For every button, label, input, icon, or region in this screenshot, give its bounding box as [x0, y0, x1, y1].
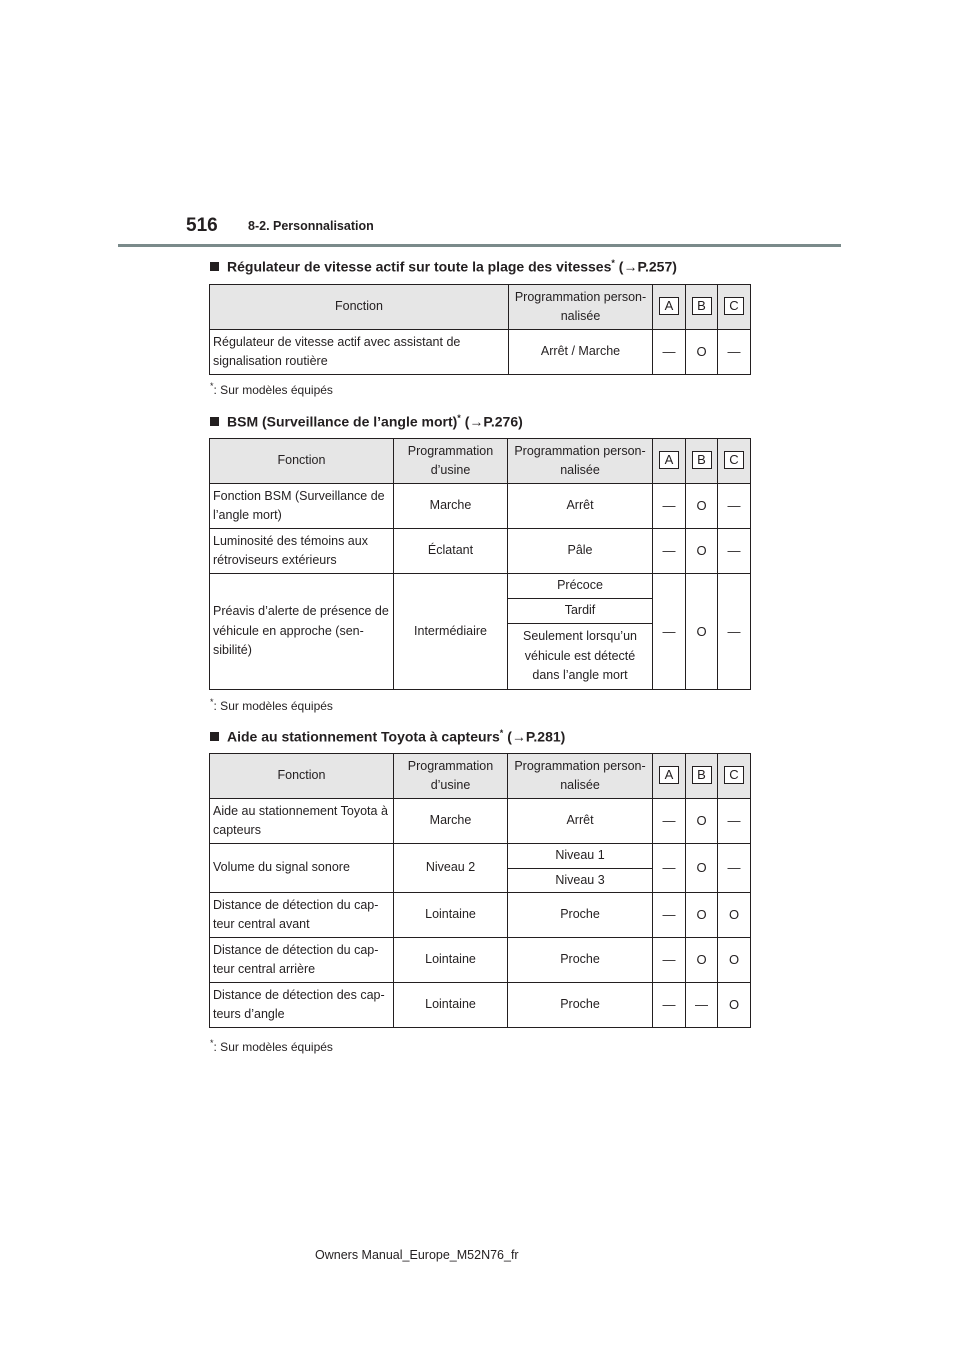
cell-fonction: Régulateur de vitesse actif avec assistant de signalisation routière: [210, 330, 509, 375]
col-header-usine: Programmation d’usine: [394, 439, 508, 484]
cell-fonction: Fonction BSM (Surveillance de l’angle mort): [210, 484, 394, 529]
col-header-b: B: [692, 766, 712, 784]
footnote-text: : Sur modèles équipés: [213, 1040, 333, 1054]
cell-a: —: [653, 330, 686, 375]
footnote-text: : Sur modèles équipés: [213, 699, 333, 713]
cell-usine: Lointaine: [394, 938, 508, 983]
cell-perso: Proche: [508, 893, 653, 938]
cell-perso: Arrêt: [508, 799, 653, 844]
col-header-a: A: [659, 766, 679, 784]
square-bullet-icon: [210, 417, 219, 426]
footnote-mark: *: [210, 1038, 214, 1048]
col-header-b: B: [692, 297, 712, 315]
cell-perso-option: Niveau 3: [508, 869, 653, 893]
cell-c: —: [718, 574, 751, 690]
cell-a: —: [653, 893, 686, 938]
footnote-mark: *: [499, 728, 504, 738]
footnote-mark: *: [210, 381, 214, 391]
cell-fonction: Préavis d’alerte de présence de véhicule en approche (sen-sibilité): [210, 574, 394, 690]
cell-b: O: [686, 844, 718, 893]
square-bullet-icon: [210, 732, 219, 741]
col-header-c: C: [724, 766, 744, 784]
col-header-fonction: Fonction: [210, 754, 394, 799]
footnote: [210, 1038, 333, 1054]
table-row: [210, 983, 751, 1028]
cell-perso-option: Précoce: [508, 574, 653, 599]
cell-c: O: [718, 938, 751, 983]
cell-c: —: [718, 529, 751, 574]
cell-c: O: [718, 983, 751, 1028]
footnote: [210, 697, 333, 713]
footnote-text: : Sur modèles équipés: [213, 383, 333, 397]
footnote-mark: *: [457, 413, 461, 423]
header-rule: [118, 244, 841, 247]
cell-fonction: Distance de détection des cap-teurs d’angle: [210, 983, 394, 1028]
cell-b: O: [686, 938, 718, 983]
heading-text: Régulateur de vitesse actif sur toute la plage des vitesses: [227, 258, 612, 275]
table-row: [210, 938, 751, 983]
cell-c: —: [718, 844, 751, 893]
square-bullet-icon: [210, 262, 219, 271]
cell-b: O: [686, 330, 718, 375]
cell-fonction: Distance de détection du cap-teur central avant: [210, 893, 394, 938]
footnote-mark: *: [611, 258, 615, 268]
col-header-fonction: Fonction: [210, 439, 394, 484]
col-header-b: B: [692, 451, 712, 469]
cell-perso: Arrêt / Marche: [509, 330, 653, 375]
cell-perso: Arrêt: [508, 484, 653, 529]
col-header-c: C: [724, 297, 744, 315]
cell-perso: Proche: [508, 938, 653, 983]
cell-b: O: [686, 799, 718, 844]
cell-fonction: Luminosité des témoins aux rétroviseurs extérieurs: [210, 529, 394, 574]
cell-fonction: Distance de détection du cap-teur central arrière: [210, 938, 394, 983]
cell-perso: Proche: [508, 983, 653, 1028]
cell-c: —: [718, 484, 751, 529]
cell-a: —: [653, 484, 686, 529]
cell-perso-option: Tardif: [508, 599, 653, 624]
cell-fonction: Aide au stationnement Toyota à capteurs: [210, 799, 394, 844]
footnote: [210, 381, 333, 397]
page-reference[interactable]: (→P.281): [507, 728, 566, 745]
cell-usine: Intermédiaire: [394, 574, 508, 690]
table-row: [210, 893, 751, 938]
col-header-perso: Programmation person-nalisée: [509, 285, 653, 330]
cell-fonction: Volume du signal sonore: [210, 844, 394, 893]
table-row: [210, 529, 751, 574]
page-reference[interactable]: (→P.276): [464, 413, 523, 430]
table-bsm: [209, 438, 751, 690]
cell-b: O: [686, 484, 718, 529]
cell-usine: Lointaine: [394, 983, 508, 1028]
cell-c: O: [718, 893, 751, 938]
cell-c: —: [718, 799, 751, 844]
col-header-a: A: [659, 451, 679, 469]
cell-a: —: [653, 938, 686, 983]
cell-usine: Marche: [394, 484, 508, 529]
cell-perso-option: Seulement lorsqu’un véhicule est détecté dans l’angle mort: [508, 624, 653, 690]
table-row: [210, 799, 751, 844]
page-number: 516: [186, 215, 218, 236]
cell-a: —: [653, 529, 686, 574]
cell-b: O: [686, 574, 718, 690]
cell-c: —: [718, 330, 751, 375]
table-parking-aid: [209, 753, 751, 1028]
cell-a: —: [653, 799, 686, 844]
col-header-perso: Programmation person-nalisée: [508, 754, 653, 799]
cell-b: —: [686, 983, 718, 1028]
table-row: [210, 330, 751, 375]
cell-b: O: [686, 529, 718, 574]
col-header-a: A: [659, 297, 679, 315]
heading-cruise-control: [210, 258, 677, 275]
footnote-mark: *: [210, 697, 214, 707]
cell-usine: Niveau 2: [394, 844, 508, 893]
footer-document-id: Owners Manual_Europe_M52N76_fr: [315, 1248, 519, 1262]
heading-bsm: [210, 413, 523, 430]
cell-perso-option: Niveau 1: [508, 844, 653, 869]
cell-usine: Marche: [394, 799, 508, 844]
heading-parking-aid: [210, 728, 565, 745]
col-header-usine: Programmation d’usine: [394, 754, 508, 799]
cell-a: —: [653, 983, 686, 1028]
cell-b: O: [686, 893, 718, 938]
cell-a: —: [653, 574, 686, 690]
cell-usine: Lointaine: [394, 893, 508, 938]
page-reference[interactable]: (→P.257): [618, 258, 677, 275]
col-header-fonction: Fonction: [210, 285, 509, 330]
heading-text: BSM (Surveillance de l’angle mort): [227, 413, 458, 430]
cell-perso: Pâle: [508, 529, 653, 574]
section-title: 8-2. Personnalisation: [248, 219, 374, 233]
col-header-perso: Programmation person-nalisée: [508, 439, 653, 484]
heading-text: Aide au stationnement Toyota à capteurs: [227, 728, 500, 745]
cell-a: —: [653, 844, 686, 893]
cell-usine: Éclatant: [394, 529, 508, 574]
table-row: [210, 484, 751, 529]
table-cruise-control: [209, 284, 751, 375]
table-row: [210, 844, 751, 869]
col-header-c: C: [724, 451, 744, 469]
table-row: [210, 574, 751, 599]
